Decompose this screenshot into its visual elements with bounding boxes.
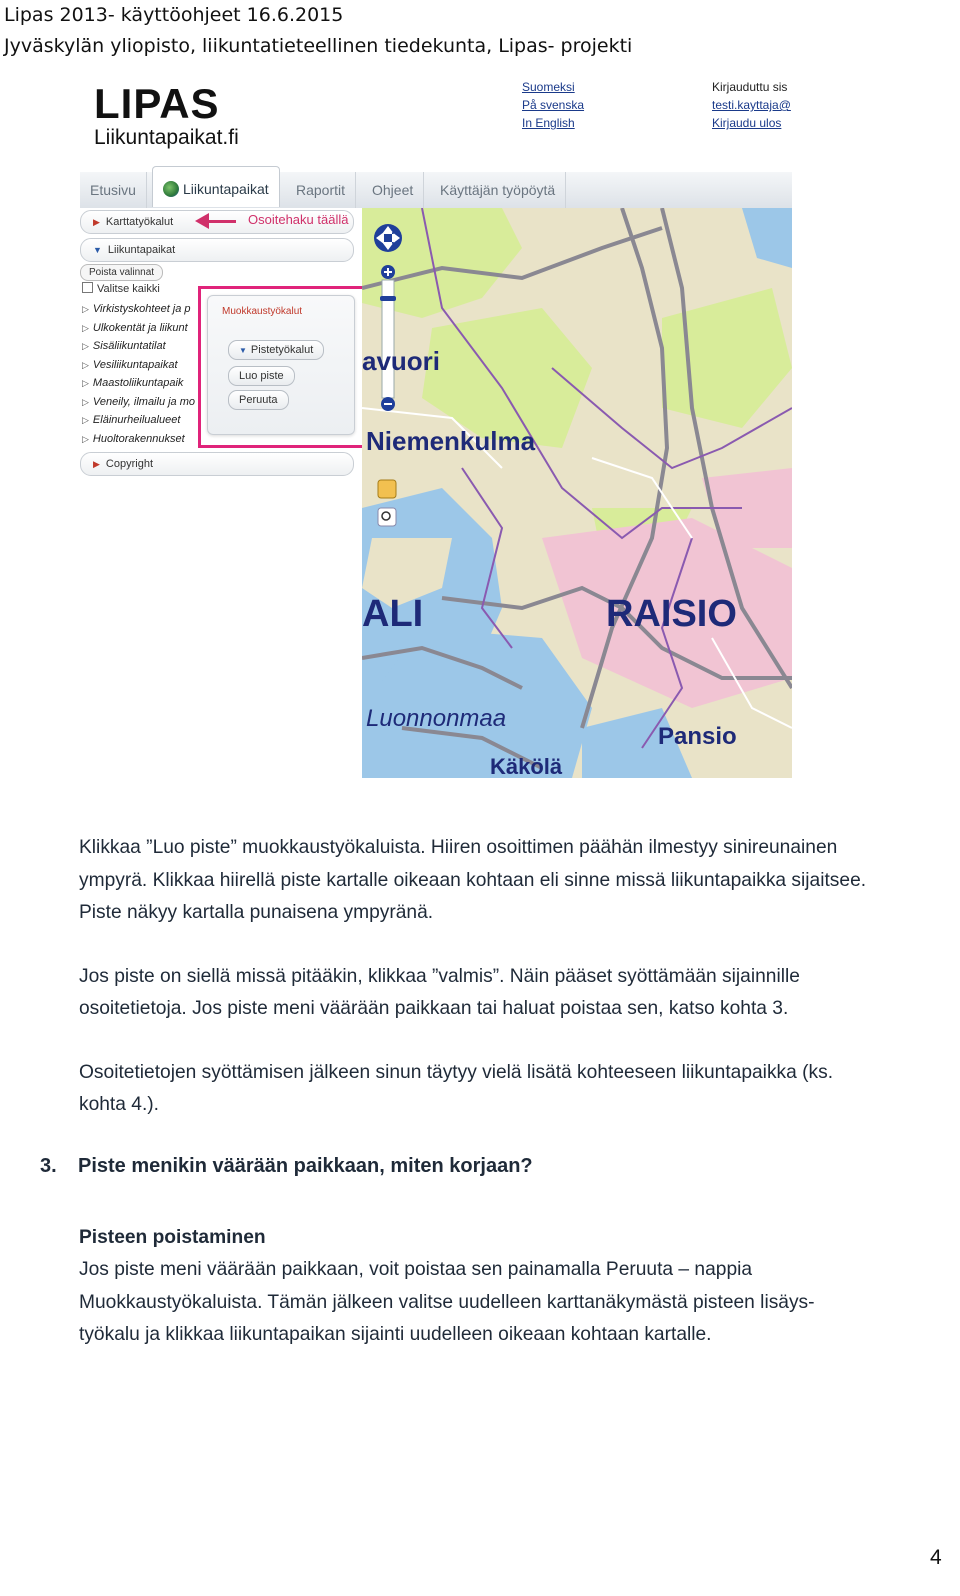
username-link[interactable]: testi.kayttaja@ bbox=[712, 98, 791, 112]
subsection bbox=[79, 1222, 939, 1352]
map-canvas[interactable] bbox=[362, 208, 792, 778]
logo-subtext: Liikuntapaikat.fi bbox=[94, 126, 239, 149]
point-tools-button[interactable] bbox=[228, 340, 324, 360]
arrow-shaft bbox=[206, 220, 236, 223]
tab-raportit[interactable] bbox=[286, 172, 356, 208]
globe-icon bbox=[163, 181, 179, 197]
section-title: Piste menikin väärään paikkaan, miten korjaan? bbox=[78, 1155, 533, 1177]
map-label: avuori bbox=[362, 346, 441, 376]
paragraph-line: Piste näkyy kartalla punaisena ympyränä. bbox=[79, 902, 434, 923]
point-tools-label: Pistetyökalut bbox=[250, 344, 314, 356]
edit-tools-panel bbox=[207, 295, 355, 435]
header-title: Lipas 2013- käyttöohjeet 16.6.2015 bbox=[4, 4, 344, 26]
map-view[interactable] bbox=[362, 208, 792, 778]
triangle-down-icon: ▼ bbox=[93, 245, 102, 255]
map-label: Niemenkulma bbox=[366, 426, 536, 456]
create-point-button[interactable]: Luo piste bbox=[228, 366, 295, 386]
instructions-body bbox=[79, 832, 939, 1122]
lang-link-finnish[interactable]: Suomeksi bbox=[522, 80, 575, 94]
triangle-right-icon: ▶ bbox=[93, 217, 100, 227]
logo-text: LIPAS bbox=[94, 80, 220, 127]
category-item[interactable]: ▷ Ulkokentät ja liikunt bbox=[82, 319, 195, 338]
paragraph-line: ympyrä. Klikkaa hiirellä piste kartalle oikeaan kohtaan eli sinne missä liikuntapaikka sijaitsee. bbox=[79, 869, 867, 891]
copyright-toggle[interactable] bbox=[80, 452, 354, 476]
paragraph-line: Jos piste meni väärään paikkaan, voit poistaa sen painamalla Peruuta – nappia bbox=[79, 1259, 753, 1280]
category-item[interactable]: ▷ Eläinurheilualueet bbox=[82, 411, 195, 430]
tab-kayttajan-tyopoyta[interactable] bbox=[430, 172, 566, 208]
map-tools-label: Karttatyökalut bbox=[105, 216, 174, 228]
header-subtitle: Jyväskylän yliopisto, liikuntatieteellinen tiedekunta, Lipas- projekti bbox=[4, 35, 633, 57]
category-item[interactable]: ▷ Virkistyskohteet ja p bbox=[82, 300, 195, 319]
category-list bbox=[82, 300, 195, 448]
category-item[interactable]: ▷ Sisäliikuntatilat bbox=[82, 337, 195, 356]
edit-tools-highlight bbox=[198, 286, 368, 448]
triangle-right-icon: ▶ bbox=[93, 459, 100, 469]
clear-selection-button[interactable]: Poista valinnat bbox=[80, 264, 163, 281]
map-label: ALI bbox=[362, 593, 424, 635]
document-header bbox=[4, 0, 632, 62]
category-item[interactable]: ▷ Vesiliikuntapaikat bbox=[82, 356, 195, 375]
tab-label: Käyttäjän työpöytä bbox=[440, 182, 556, 198]
category-item[interactable]: ▷ Veneily, ilmailu ja mo bbox=[82, 393, 195, 412]
copyright-label: Copyright bbox=[105, 458, 153, 470]
lang-link-swedish[interactable]: På svenska bbox=[522, 98, 585, 112]
category-item[interactable]: ▷ Huoltorakennukset bbox=[82, 430, 195, 449]
tab-label: Liikuntapaikat bbox=[183, 181, 269, 197]
paragraph-line: Klikkaa ”Luo piste” muokkaustyökaluista. Hiiren osoittimen päähän ilmestyy sinireunainen bbox=[79, 837, 838, 858]
tab-label: Etusivu bbox=[90, 182, 136, 198]
main-navbar bbox=[80, 172, 792, 209]
select-all-checkbox[interactable] bbox=[82, 282, 93, 293]
paragraph-line: kohta 4.). bbox=[79, 1094, 159, 1115]
places-label: Liikuntapaikat bbox=[107, 244, 176, 256]
page-number: 4 bbox=[930, 1546, 942, 1569]
user-panel bbox=[712, 78, 792, 132]
select-all-label: Valitse kaikki bbox=[97, 283, 160, 295]
lipas-logo[interactable] bbox=[94, 82, 239, 150]
cancel-button[interactable]: Peruuta bbox=[228, 390, 289, 410]
map-label: Luonnonmaa bbox=[366, 705, 507, 732]
tab-label: Raportit bbox=[296, 182, 346, 198]
subsection-title: Pisteen poistaminen bbox=[79, 1227, 266, 1248]
section-number: 3. bbox=[40, 1155, 57, 1177]
sidebar bbox=[80, 208, 362, 778]
paragraph-line: Muokkaustyökaluista. Tämän jälkeen valitse uudelleen karttanäkymästä pisteen lisäys- bbox=[79, 1291, 815, 1313]
edit-tools-title: Muokkaustyökalut bbox=[222, 306, 303, 317]
places-toggle[interactable] bbox=[80, 238, 354, 262]
paragraph-line: Jos piste on siellä missä pitääkin, klikkaa ”valmis”. Näin pääset syöttämään sijainnille bbox=[79, 965, 800, 987]
logout-link[interactable]: Kirjaudu ulos bbox=[712, 116, 782, 130]
triangle-down-icon: ▼ bbox=[239, 346, 247, 355]
tab-label: Ohjeet bbox=[372, 182, 414, 198]
category-item[interactable]: ▷ Maastoliikuntapaik bbox=[82, 374, 195, 393]
paragraph-line: osoitetietoja. Jos piste meni väärään paikkaan tai haluat poistaa sen, katso kohta 3. bbox=[79, 998, 789, 1019]
paragraph-line: työkalu ja klikkaa liikuntapaikan sijainti uudelleen oikeaan kohtaan kartalle. bbox=[79, 1324, 712, 1345]
tab-liikuntapaikat[interactable] bbox=[152, 166, 280, 207]
section-heading bbox=[40, 1155, 533, 1178]
paragraph-line: Osoitetietojen syöttämisen jälkeen sinun täytyy vielä lisätä kohteeseen liikuntapaikka (ks. bbox=[79, 1061, 834, 1083]
tab-ohjeet[interactable] bbox=[362, 172, 424, 208]
login-status: Kirjauduttu sis bbox=[712, 80, 788, 94]
address-search-hint: Osoitehaku täällä bbox=[248, 212, 349, 227]
lang-link-english[interactable]: In English bbox=[522, 116, 575, 130]
lipas-screenshot bbox=[80, 74, 792, 778]
map-label: Pansio bbox=[658, 723, 737, 750]
map-label: Käkölä bbox=[490, 754, 563, 778]
tab-etusivu[interactable] bbox=[80, 172, 147, 208]
language-links bbox=[522, 78, 584, 132]
map-label: RAISIO bbox=[606, 593, 737, 635]
select-all-row[interactable] bbox=[82, 282, 160, 295]
